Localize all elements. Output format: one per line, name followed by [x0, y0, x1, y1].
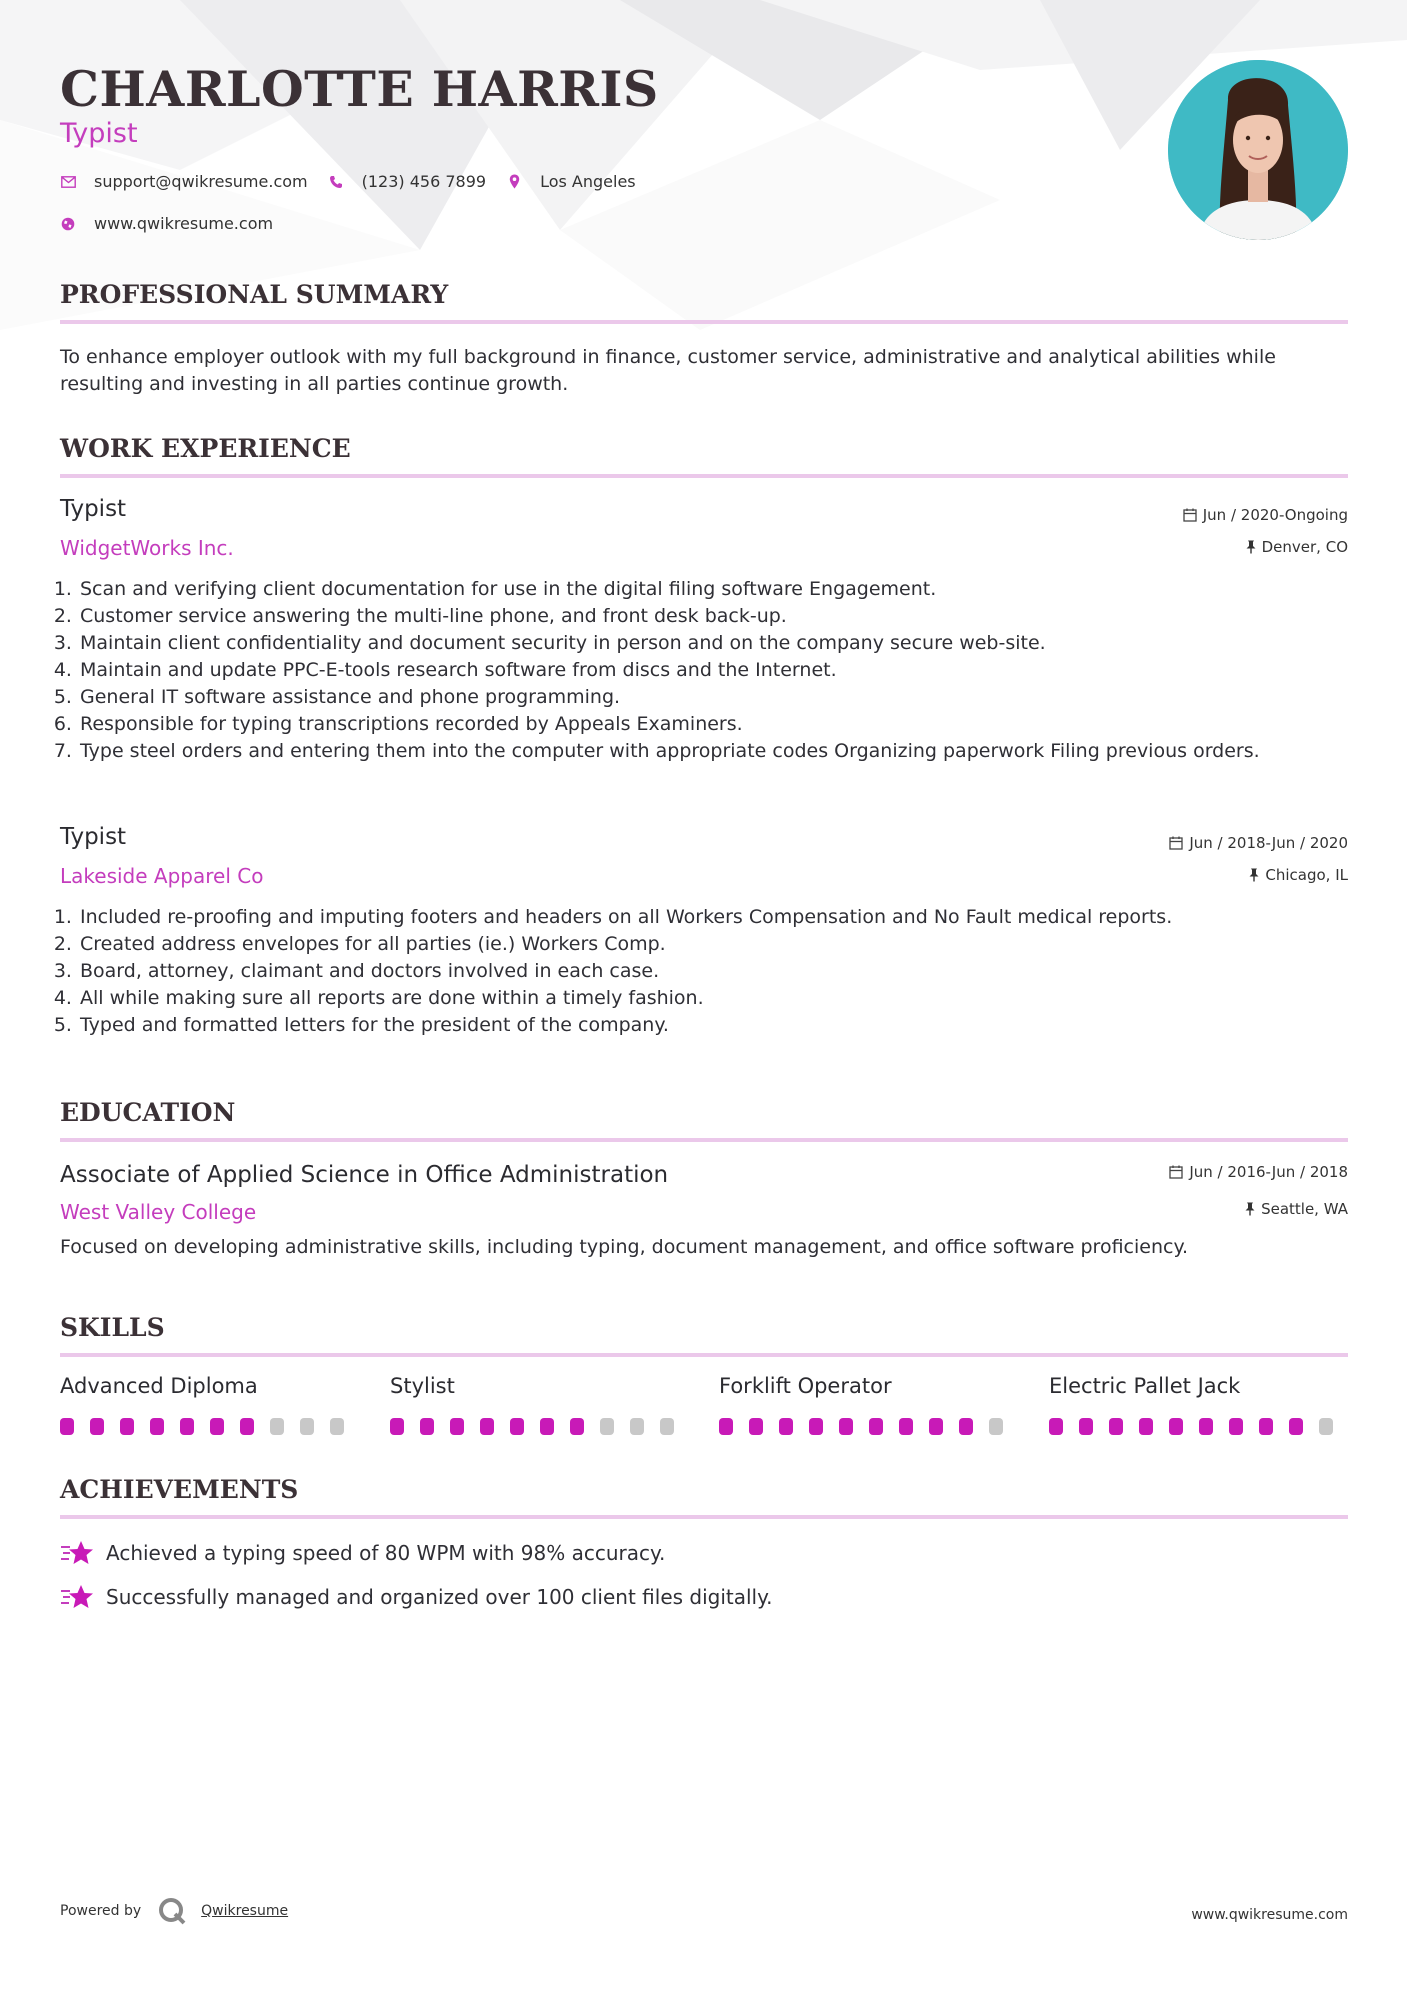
section-title-education: EDUCATION: [60, 1098, 236, 1127]
skill-dot-filled: [240, 1418, 254, 1435]
list-item: 5. General IT software assistance and phone programming.: [78, 684, 1368, 711]
skill-dot-empty: [270, 1418, 284, 1435]
skill-dot-filled: [480, 1418, 494, 1435]
calendar-icon: [1169, 1165, 1183, 1179]
skill-dot-filled: [749, 1418, 763, 1435]
summary-text: To enhance employer outlook with my full background in finance, customer service, administrative and analytical abilities while resulting and investing in all parties continue growth.: [60, 346, 1276, 395]
section-divider: [60, 1353, 1348, 1357]
skill-dot-filled: [510, 1418, 524, 1435]
skill-dot-filled: [150, 1418, 164, 1435]
list-item: 7. Type steel orders and entering them into the computer with appropriate codes Organizing paperwork Filing previous orders.: [78, 738, 1368, 765]
education-dates: [1169, 1163, 1348, 1181]
section-title-summary: PROFESSIONAL SUMMARY: [60, 280, 449, 309]
skill-dot-empty: [630, 1418, 644, 1435]
skill-dot-filled: [929, 1418, 943, 1435]
section-title-skills: SKILLS: [60, 1313, 165, 1342]
skill-dot-filled: [450, 1418, 464, 1435]
pushpin-icon: [1245, 1202, 1255, 1216]
location-text: Los Angeles: [540, 172, 636, 191]
list-item: 3. Board, attorney, claimant and doctors involved in each case.: [78, 958, 1368, 985]
skill-item: [719, 1374, 1019, 1435]
section-title-achievements: ACHIEVEMENTS: [60, 1475, 299, 1504]
skill-dot-filled: [1049, 1418, 1063, 1435]
skill-dot-empty: [989, 1418, 1003, 1435]
phone-icon: [328, 174, 344, 190]
skill-dot-filled: [60, 1418, 74, 1435]
skill-dot-filled: [839, 1418, 853, 1435]
phone-item: [328, 172, 486, 191]
email-text[interactable]: support@qwikresume.com: [94, 172, 308, 191]
skill-dot-filled: [809, 1418, 823, 1435]
section-divider: [60, 320, 1348, 324]
job-2-title: Typist: [60, 824, 127, 850]
job-2-company: Lakeside Apparel Co: [60, 864, 264, 888]
skill-rating: [1049, 1418, 1349, 1435]
powered-by-text: Powered by: [60, 1903, 142, 1919]
calendar-icon: [1183, 508, 1197, 522]
skill-dot-filled: [1169, 1418, 1183, 1435]
website-item: [60, 214, 273, 233]
skill-dot-filled: [1289, 1418, 1303, 1435]
list-item: 4. All while making sure all reports are done within a timely fashion.: [78, 985, 1368, 1012]
job-1-location-text: Denver, CO: [1261, 538, 1348, 556]
skill-dot-filled: [420, 1418, 434, 1435]
skill-dot-filled: [1109, 1418, 1123, 1435]
job-1-company: WidgetWorks Inc.: [60, 536, 234, 560]
skill-dot-filled: [90, 1418, 104, 1435]
globe-icon: [60, 216, 76, 232]
skill-dot-filled: [540, 1418, 554, 1435]
pushpin-icon: [1246, 540, 1256, 554]
skill-dot-filled: [779, 1418, 793, 1435]
map-pin-icon: [506, 174, 522, 190]
profile-photo: [1168, 60, 1348, 240]
candidate-name: CHARLOTTE HARRIS: [60, 60, 659, 118]
skill-dot-filled: [1199, 1418, 1213, 1435]
job-2-dates-text: Jun / 2018-Jun / 2020: [1189, 834, 1348, 852]
skill-dot-filled: [390, 1418, 404, 1435]
skill-dot-filled: [869, 1418, 883, 1435]
calendar-icon: [1169, 836, 1183, 850]
location-item: [506, 172, 636, 191]
job-1-dates-text: Jun / 2020-Ongoing: [1202, 506, 1348, 524]
skill-item: [60, 1374, 360, 1435]
skill-rating: [390, 1418, 690, 1435]
job-1-duties: [50, 576, 1368, 765]
skill-dot-filled: [959, 1418, 973, 1435]
school-name: West Valley College: [60, 1200, 257, 1224]
job-2-dates: [1169, 834, 1348, 852]
achievement-text: Successfully managed and organized over 100 client files digitally.: [106, 1585, 773, 1609]
skill-name: Stylist: [390, 1374, 455, 1398]
skill-dot-filled: [719, 1418, 733, 1435]
list-item: 1. Included re-proofing and imputing footers and headers on all Workers Compensation and No Fault medical reports.: [78, 904, 1368, 931]
footer-website[interactable]: www.qwikresume.com: [1191, 1907, 1348, 1923]
skill-dot-filled: [1229, 1418, 1243, 1435]
email-item: [60, 172, 308, 191]
education-description: Focused on developing administrative skills, including typing, document management, and office software proficiency.: [60, 1236, 1189, 1258]
contact-row: [60, 172, 656, 191]
section-divider: [60, 474, 1348, 478]
skill-item: [390, 1374, 690, 1435]
footer-credit: [60, 1896, 288, 1926]
achievement-item: [60, 1538, 665, 1568]
brand-link[interactable]: Qwikresume: [201, 1903, 289, 1919]
skill-name: Advanced Diploma: [60, 1374, 258, 1398]
job-title: Typist: [60, 118, 138, 149]
skill-dot-empty: [300, 1418, 314, 1435]
envelope-icon: [60, 174, 76, 190]
shooting-star-icon: [60, 1538, 94, 1568]
pushpin-icon: [1249, 868, 1259, 882]
skill-dot-filled: [180, 1418, 194, 1435]
skill-dot-empty: [660, 1418, 674, 1435]
section-divider: [60, 1515, 1348, 1519]
skill-dot-empty: [600, 1418, 614, 1435]
skill-dot-filled: [210, 1418, 224, 1435]
degree-title: Associate of Applied Science in Office Administration: [60, 1162, 669, 1188]
education-location: [1245, 1200, 1348, 1218]
skill-name: Electric Pallet Jack: [1049, 1374, 1241, 1398]
list-item: 2. Customer service answering the multi-line phone, and front desk back-up.: [78, 603, 1368, 630]
phone-text: (123) 456 7899: [361, 172, 487, 191]
skill-dot-filled: [1079, 1418, 1093, 1435]
education-dates-text: Jun / 2016-Jun / 2018: [1189, 1163, 1348, 1181]
list-item: 1. Scan and verifying client documentation for use in the digital filing software Engagement.: [78, 576, 1368, 603]
job-1-location: [1246, 538, 1348, 556]
skill-item: [1049, 1374, 1349, 1435]
list-item: 6. Responsible for typing transcriptions recorded by Appeals Examiners.: [78, 711, 1368, 738]
achievement-item: [60, 1582, 772, 1612]
website-row: [60, 214, 293, 233]
list-item: 5. Typed and formatted letters for the president of the company.: [78, 1012, 1368, 1039]
skill-dot-filled: [1139, 1418, 1153, 1435]
qwikresume-logo-icon: [157, 1896, 187, 1926]
list-item: 4. Maintain and update PPC-E-tools research software from discs and the Internet.: [78, 657, 1368, 684]
skill-name: Forklift Operator: [719, 1374, 892, 1398]
skill-dot-filled: [570, 1418, 584, 1435]
skill-dot-filled: [120, 1418, 134, 1435]
education-location-text: Seattle, WA: [1261, 1200, 1348, 1218]
job-2-duties: [50, 904, 1368, 1039]
section-divider: [60, 1138, 1348, 1142]
skill-dot-filled: [1259, 1418, 1273, 1435]
list-item: 2. Created address envelopes for all parties (ie.) Workers Comp.: [78, 931, 1368, 958]
skill-rating: [60, 1418, 360, 1435]
section-title-experience: WORK EXPERIENCE: [60, 434, 351, 463]
website-text[interactable]: www.qwikresume.com: [94, 214, 274, 233]
skill-dot-empty: [330, 1418, 344, 1435]
skill-dot-empty: [1319, 1418, 1333, 1435]
job-2-location: [1249, 866, 1348, 884]
job-1-title: Typist: [60, 496, 127, 522]
skill-rating: [719, 1418, 1019, 1435]
skill-dot-filled: [899, 1418, 913, 1435]
job-2-location-text: Chicago, IL: [1265, 866, 1348, 884]
achievement-text: Achieved a typing speed of 80 WPM with 98% accuracy.: [106, 1541, 666, 1565]
job-1-dates: [1183, 506, 1348, 524]
list-item: 3. Maintain client confidentiality and document security in person and on the company secure web-site.: [78, 630, 1368, 657]
shooting-star-icon: [60, 1582, 94, 1612]
